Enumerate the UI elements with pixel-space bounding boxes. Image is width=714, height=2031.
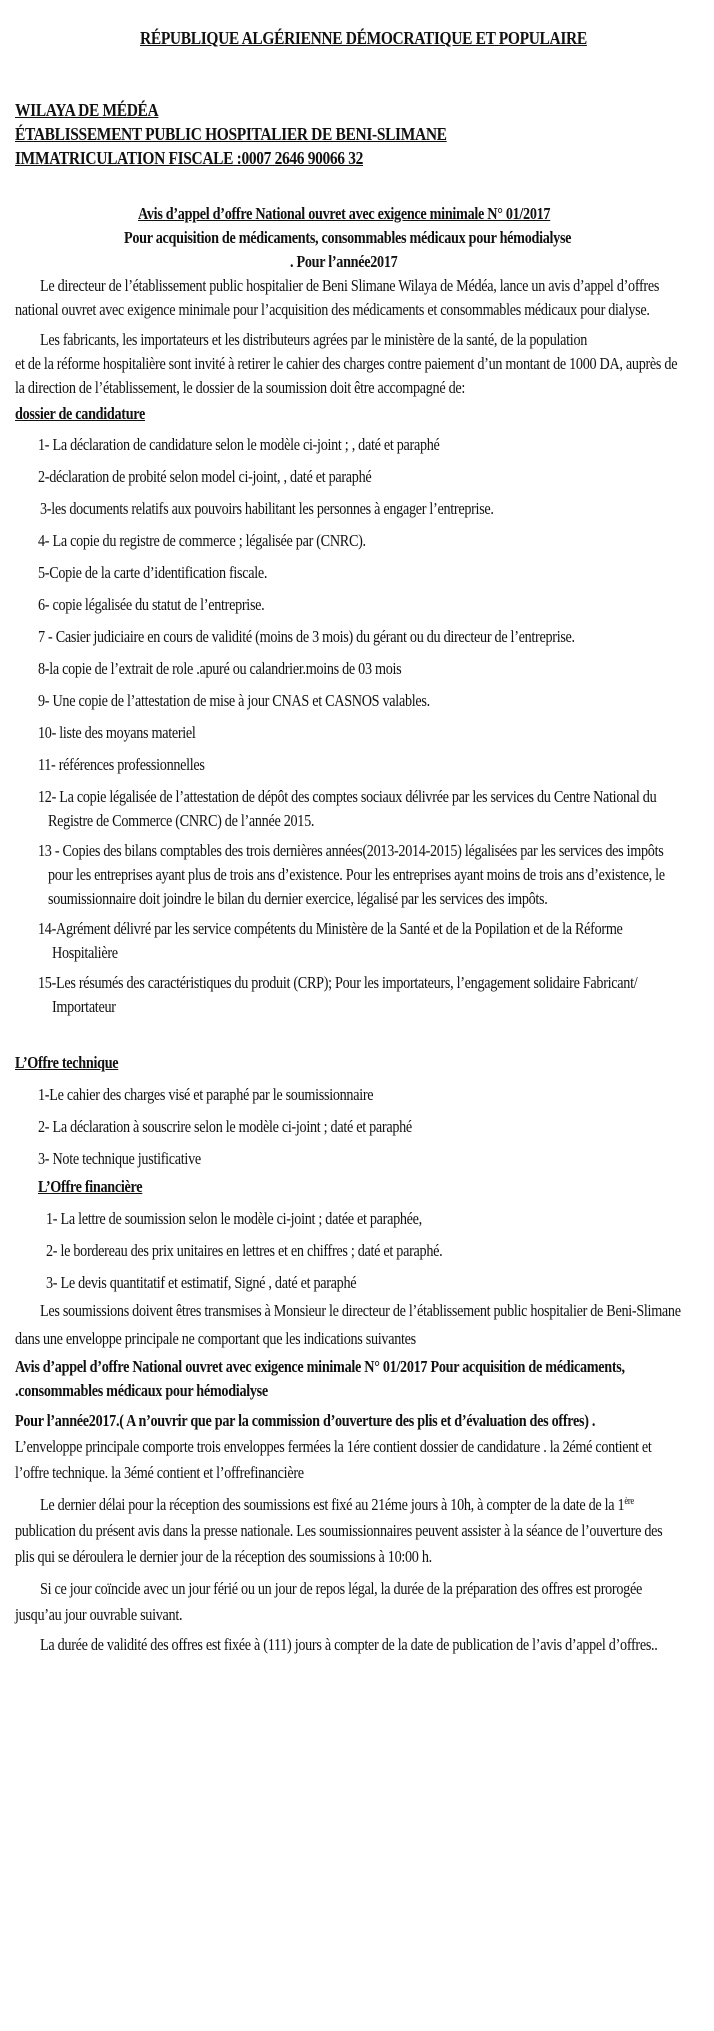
candidature-item-continued: Hospitalière [52,943,118,962]
closing-line: L’enveloppe principale comporte trois enveloppes fermées la 1ére contient dossier de candidature . la 2émé contient et [15,1437,652,1456]
closing-line: .consommables médicaux pour hémodialyse [15,1381,268,1400]
candidature-item: 7 - Casier judiciaire en cours de validité (moins de 3 mois) du gérant ou du directeur de l’entreprise. [38,627,575,646]
candidature-item: 6- copie légalisée du statut de l’entreprise. [38,595,265,614]
superscript: ère [624,1496,634,1507]
candidature-item: 1- La déclaration de candidature selon le modèle ci-joint ; , daté et paraphé [38,435,440,454]
intro-line: national ouvret avec exigence minimale pour l’acquisition des médicaments et consommables médicaux pour dialyse. [15,300,650,319]
candidature-item: 5-Copie de la carte d’identification fiscale. [38,563,268,582]
candidature-item-continued: pour les entreprises ayant plus de trois ans d’existence. Pour les entreprises ayant moins de trois ans d’existence, le [48,865,665,884]
candidature-item-continued: Importateur [52,997,116,1016]
financiere-item: 3- Le devis quantitatif et estimatif, Signé , daté et paraphé [46,1273,357,1292]
notice-subtitle: Pour acquisition de médicaments, consommables médicaux pour hémodialyse [124,228,572,247]
closing-line: jusqu’au jour ouvrable suivant. [15,1605,183,1624]
candidature-item-continued: Registre de Commerce (CNRC) de l’année 2015. [48,811,315,830]
candidature-heading: dossier de candidature [15,404,146,423]
candidature-item: 3-les documents relatifs aux pouvoirs habilitant les personnes à engager l’entreprise. [40,499,494,518]
candidature-item: 2-déclaration de probité selon model ci-joint, , daté et paraphé [38,467,372,486]
notice-title: Avis d’appel d’offre National ouvret avec exigence minimale N° 01/2017 [138,204,551,223]
republic-heading: RÉPUBLIQUE ALGÉRIENNE DÉMOCRATIQUE ET POPULAIRE [140,28,587,48]
candidature-item: 11- références professionnelles [38,755,205,774]
financiere-item: 2- le bordereau des prix unitaires en lettres et en chiffres ; daté et paraphé. [46,1241,443,1260]
closing-line [40,1496,634,1515]
intro-line: et de la réforme hospitalière sont invité à retirer le cahier des charges contre paiement d’un montant de 1000 DA, auprès de [15,354,678,373]
wilaya-heading: WILAYA DE MÉDÉA [15,100,159,120]
notice-year: . Pour l’année2017 [290,252,398,271]
closing-line: Avis d’appel d’offre National ouvret avec exigence minimale N° 01/2017 Pour acquisition de médicaments, [15,1357,625,1376]
intro-line: Les fabricants, les importateurs et les distributeurs agrées par le ministère de la santé, de la population [40,330,588,349]
technique-heading: L’Offre technique [15,1053,119,1072]
candidature-item: 15-Les résumés des caractéristiques du produit (CRP); Pour les importateurs, l’engagement solidaire Fabricant/ [38,973,638,992]
closing-line: Si ce jour coïncide avec un jour férié ou un jour de repos légal, la durée de la préparation des offres est prorogée [40,1579,642,1598]
closing-line: publication du présent avis dans la presse nationale. Les soumissionnaires peuvent assister à la séance de l’ouverture des [15,1521,663,1540]
closing-line: plis qui se déroulera le dernier jour de la réception des soumissions à 10:00 h. [15,1547,432,1566]
candidature-item-continued: soumissionnaire doit joindre le bilan du dernier exercice, légalisé par les services des impôts. [48,889,548,908]
technique-item: 2- La déclaration à souscrire selon le modèle ci-joint ; daté et paraphé [38,1117,412,1136]
candidature-item: 4- La copie du registre de commerce ; légalisée par (CNRC). [38,531,366,550]
financiere-heading: L’Offre financière [38,1177,143,1196]
candidature-item: 8-la copie de l’extrait de role .apuré ou calandrier.moins de 03 mois [38,659,402,678]
financiere-item: 1- La lettre de soumission selon le modèle ci-joint ; datée et paraphée, [46,1209,422,1228]
closing-line: l’offre technique. la 3émé contient et l’offrefinancière [15,1463,304,1482]
intro-line: la direction de l’établissement, le dossier de la soumission doit être accompagné de: [15,378,466,397]
immatriculation-heading: IMMATRICULATION FISCALE :0007 2646 90066 32 [15,148,364,168]
etablissement-heading: ÉTABLISSEMENT PUBLIC HOSPITALIER DE BENI-SLIMANE [15,124,447,144]
candidature-item: 9- Une copie de l’attestation de mise à jour CNAS et CASNOS valables. [38,691,430,710]
closing-line: Les soumissions doivent êtres transmises à Monsieur le directeur de l’établissement public hospitalier de Beni-Slimane [40,1301,681,1320]
technique-item: 1-Le cahier des charges visé et paraphé par le soumissionnaire [38,1085,374,1104]
closing-line: La durée de validité des offres est fixée à (111) jours à compter de la date de publication de l’avis d’appel d’offres.. [40,1635,658,1654]
intro-line: Le directeur de l’établissement public hospitalier de Beni Slimane Wilaya de Médéa, lance un avis d’appel d’offres [40,276,660,295]
closing-line: Pour l’année2017.( A n’ouvrir que par la commission d’ouverture des plis et d’évaluation des offres) . [15,1411,596,1430]
candidature-item: 12- La copie légalisée de l’attestation de dépôt des comptes sociaux délivrée par les services du Centre National du [38,787,657,806]
closing-line-text: Le dernier délai pour la réception des soumissions est fixé au 21éme jours à 10h, à compter de la date de la 1 [40,1495,625,1514]
candidature-item: 10- liste des moyans materiel [38,723,196,742]
candidature-item: 14-Agrément délivré par les service compétents du Ministère de la Santé et de la Popilation et de la Réforme [38,919,623,938]
technique-item: 3- Note technique justificative [38,1149,201,1168]
closing-line: dans une enveloppe principale ne comportant que les indications suivantes [15,1329,416,1348]
candidature-item: 13 - Copies des bilans comptables des trois dernières années(2013-2014-2015) légalisées par les services des impôts [38,841,664,860]
